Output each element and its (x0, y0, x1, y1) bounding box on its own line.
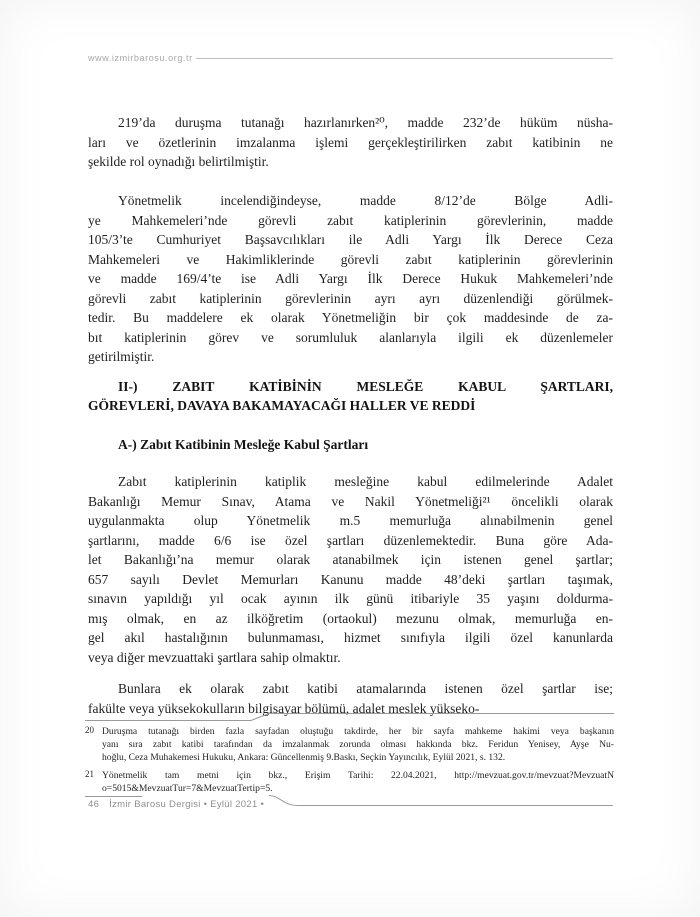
page-header (88, 53, 613, 63)
footnote-text (102, 725, 614, 764)
journal-title: İzmir Barosu Dergisi • Eylül 2021 • (109, 799, 265, 810)
footnote-20 (85, 725, 614, 764)
text-line: hoğlu, Ceza Muhakemesi Hukuku, Ankara: Güncellenmiş 9.Baskı, Seçkin Yayıncılık, Eylül 2021, s. 132. (102, 752, 506, 763)
text-line: Bunlara ek olarak zabıt katibi atamalarında istenen özel şartlar ise; (118, 681, 613, 696)
text-line: veya diğer mevzuattaki şartlara sahip olmaktır. (88, 649, 341, 665)
paragraph-1 (88, 113, 613, 172)
text-line: ları ve özetlerinin imzalanma işlemi gerçekleştirilirken zabıt katibinin ne (88, 134, 613, 150)
text-line: ye Mahkemeleri’nde görevli zabıt katiplerinin görevlerinin, madde (88, 212, 613, 228)
footnote-number: 21 (85, 769, 94, 779)
text-line: II-) ZABIT KATİBİNİN MESLEĞE KABUL ŞARTLARI, (118, 378, 613, 394)
text-line: let Bakanlığı’na memur olarak atanabilmek için istenen genel şartlar; (88, 552, 613, 567)
text-line: o=5015&MevzuatTur=7&MevzuatTertip=5. (102, 783, 273, 794)
text-line: görevli zabıt katiplerinin görevlerinin ayrı ayrı düzenlendiği görülmek- (88, 290, 613, 306)
text-line: Bakanlığı Memur Sınav, Atama ve Nakil Yönetmeliği²¹ öncelikli olarak (88, 493, 613, 509)
text-line: mış olmak, en az ilköğretim (ortaokul) mezunu olmak, memurluğa en- (88, 610, 613, 626)
paragraph-2 (88, 191, 613, 367)
text-line: 219’da duruşma tutanağı hazırlanırken²⁰, madde 232’de hüküm nüsha- (118, 115, 613, 130)
text-line: ve madde 169/4’te ise Adli Yargı İlk Derece Hukuk Mahkemeleri’nde (88, 271, 613, 286)
section-heading (88, 377, 613, 416)
footnote-21 (85, 769, 614, 795)
article-body (88, 113, 613, 718)
text-line: 657 sayılı Devlet Memurları Kanunu madde 48’deki şartları taşımak, (88, 571, 613, 587)
text-line: şartlarını, madde 6/6 ise özel şartları düzenlemektedir. Buna göre Ada- (88, 532, 613, 548)
text-line: Mahkemeleri ve Hakimliklerinde görevli zabıt katiplerinin görevlerinin (88, 251, 613, 267)
text-line: A-) Zabıt Katibinin Mesleğe Kabul Şartları (118, 436, 369, 452)
footnotes-section (85, 725, 614, 795)
paragraph-3 (88, 472, 613, 667)
subsection-heading (88, 435, 613, 455)
text-line: uygulanmakta olup Yönetmelik m.5 memurluğa alınabilmenin genel (88, 513, 613, 528)
footnote-text (102, 769, 614, 795)
text-line: 105/3’te Cumhuriyet Başsavcılıkları ile Adli Yargı İlk Derece Ceza (88, 232, 613, 247)
text-line: sınavın yapıldığı yıl ocak ayının ilk günü itibariyle 35 yaşını doldurma- (88, 591, 613, 606)
header-rule (196, 58, 613, 59)
footnote-separator-rule (85, 711, 614, 723)
text-line: GÖREVLERİ, DAVAYA BAKAMAYACAĞI HALLER VE REDDİ (88, 398, 476, 413)
header-url: www.izmirbarosu.org.tr (88, 53, 193, 63)
text-line: tedir. Bu maddelere ek olarak Yönetmeliğin bir çok maddesinde de za- (88, 310, 613, 325)
footnote-number: 20 (85, 725, 94, 735)
text-line: Yönetmelik tam metni için bkz., Erişim Tarihi: 22.04.2021, http://mevzuat.gov.tr/mevzuat?MevzuatN (102, 770, 614, 781)
text-line: Zabıt katiplerinin katiplik mesleğine kabul edilmelerinde Adalet (118, 474, 613, 489)
page-number: 46 (88, 799, 100, 810)
text-line: Yönetmelik incelendiğindeyse, madde 8/12’de Bölge Adli- (118, 193, 613, 208)
footer-swoosh-rule (268, 794, 613, 807)
text-line: gel akıl hastalığının bulunmaması, hizmet sınıfıyla ilgili özel kanunlarda (88, 630, 613, 645)
page-footer (85, 794, 613, 810)
text-line: bıt katiplerinin görev ve sorumluluk alanlarıyla ilgili ek düzenlemeler (88, 329, 613, 345)
text-line: Duruşma tutanağı birden fazla sayfadan oluştuğu takdirde, her bir sayfa mahkeme hakimi veya başkanın (102, 726, 614, 737)
text-line: fakülte veya yüksekokulların bilgisayar bölümü, adalet meslek yükseko- (88, 700, 480, 716)
text-line: yanı sıra zabıt katibi tarafından da imzalanmak zorunda olması hakkında bkz. Feridun Yenisey, Ayşe Nu- (102, 739, 614, 750)
text-line: getirilmiştir. (88, 349, 155, 364)
text-line: şekilde rol oynadığı belirtilmiştir. (88, 154, 269, 169)
